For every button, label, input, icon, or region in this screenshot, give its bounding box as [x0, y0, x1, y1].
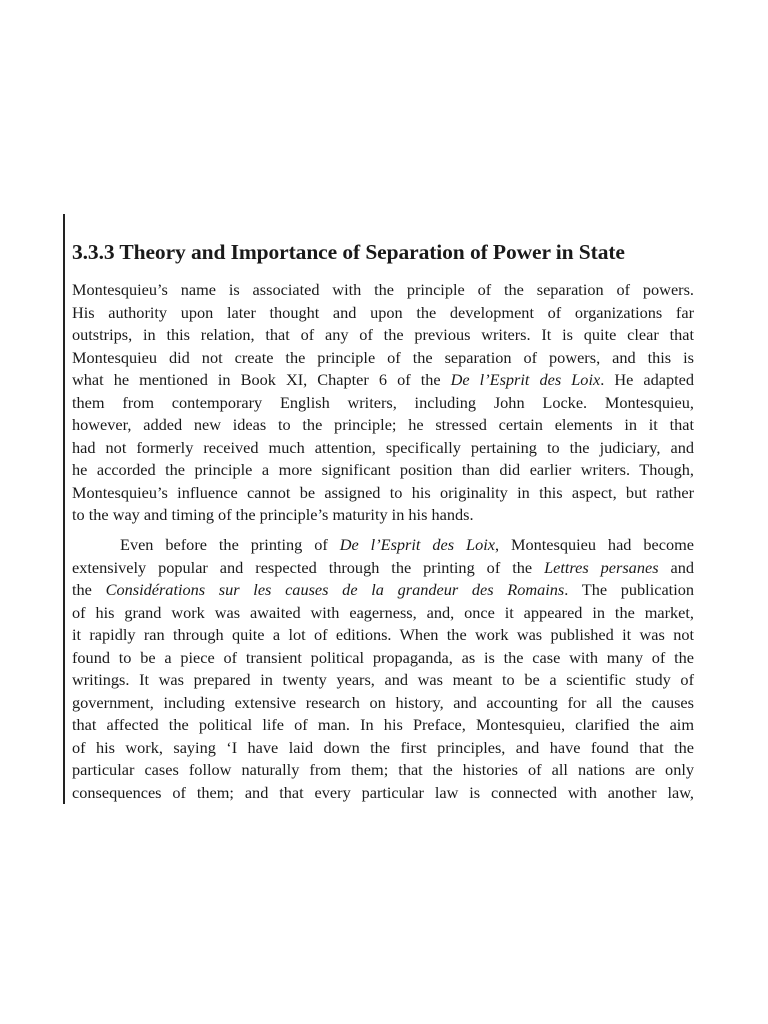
text-line: it rapidly ran through quite a lot of editions. When the work was published it was not — [72, 625, 694, 644]
text-line: writings. It was prepared in twenty years, and was meant to be a scientific study of — [72, 670, 694, 689]
text-span: . The publication — [564, 580, 695, 599]
text-line — [72, 557, 694, 580]
paragraph-1 — [72, 279, 694, 527]
text-line: them from contemporary English writers, including John Locke. Montesquieu, — [72, 392, 694, 412]
text-line — [72, 369, 694, 392]
text-span: extensively popular and respected through the printing of the — [72, 557, 545, 577]
book-title: De l’Esprit des Loix — [339, 535, 495, 554]
text-line: found to be a piece of transient political propaganda, as is the case with many of the — [72, 647, 694, 667]
book-title: Lettres persanes — [544, 557, 659, 577]
text-line: to the way and timing of the principle’s maturity in his hands. — [72, 505, 474, 524]
text-span: Even before the printing of — [120, 535, 340, 554]
text-span: , Montesquieu had become — [494, 535, 695, 554]
text-line: however, added new ideas to the principle; he stressed certain elements in it that — [72, 415, 694, 434]
text-line: of his grand work was awaited with eagerness, and, once it appeared in the market, — [72, 602, 694, 622]
text-line: he accorded the principle a more significant position than did earlier writers. Though, — [72, 460, 694, 479]
book-title: Considérations sur les causes de la grandeur des Romains — [105, 580, 565, 599]
text-line: that affected the political life of man. In his Preface, Montesquieu, clarified the aim — [72, 715, 694, 734]
text-line: outstrips, in this relation, that of any of the previous writers. It is quite clear that — [72, 325, 694, 344]
text-line: Montesquieu did not create the principle of the separation of powers, and this is — [72, 347, 694, 367]
text-line: of his work, saying ‘I have laid down the first principles, and have found that the — [72, 737, 694, 757]
text-span: . He adapted — [600, 370, 694, 389]
margin-rule — [63, 214, 65, 804]
text-line: Montesquieu’s influence cannot be assigned to his originality in this aspect, but rather — [72, 482, 694, 502]
text-line: consequences of them; and that every particular law is connected with another law, — [72, 782, 694, 802]
text-line — [72, 534, 694, 557]
text-line: Montesquieu’s name is associated with the principle of the separation of powers. — [72, 280, 694, 299]
text-span: the — [72, 580, 106, 599]
text-line: His authority upon later thought and upon the development of organizations far — [72, 302, 694, 322]
text-line: particular cases follow naturally from them; that the histories of all nations are only — [72, 760, 694, 779]
text-span: what he mentioned in Book XI, Chapter 6 of the — [72, 370, 451, 389]
text-line: government, including extensive research on history, and accounting for all the causes — [72, 692, 694, 712]
book-title: De l’Esprit des Loix — [450, 370, 601, 389]
paragraph-2 — [72, 534, 694, 804]
text-span: and — [658, 557, 694, 577]
text-line: had not formerly received much attention, specifically pertaining to the judiciary, and — [72, 437, 694, 457]
section-heading: 3.3.3 Theory and Importance of Separation of Power in State — [72, 240, 625, 264]
text-line — [72, 579, 694, 602]
